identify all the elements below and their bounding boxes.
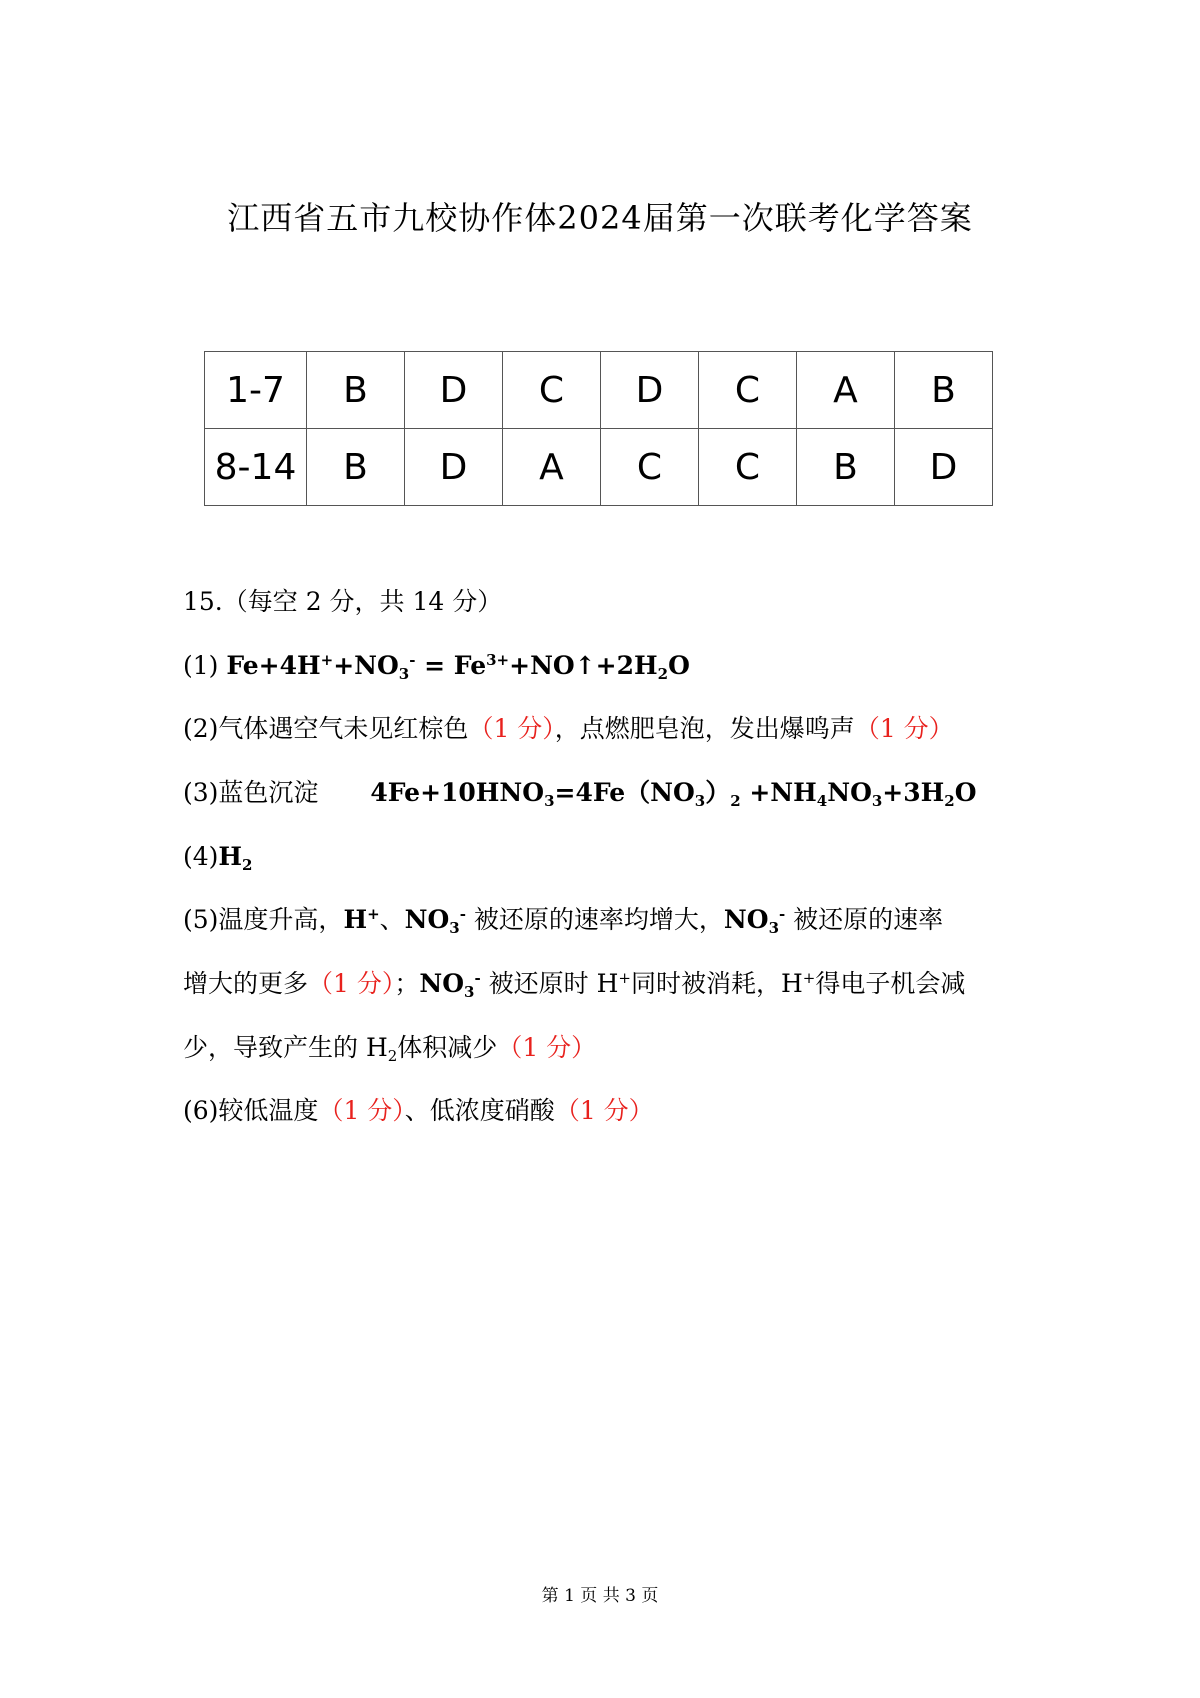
page-footer: 第 1 页 共 3 页 [541, 1586, 659, 1606]
chemical-equation: $4Fe+10HNO_3=4Fe(NO_3)_2 +NH_4NO_3+3H_2O$ [370, 778, 977, 810]
answer-cell: A [797, 352, 895, 429]
chemical-equation: $Fe+4H^++NO_3^-$ = $Fe^{3+}+NO↑+2H_2O$ [226, 651, 690, 683]
answer-range: 8-14 [205, 429, 307, 506]
score-note: （1 分） [554, 1096, 654, 1125]
chemical-formula: $H_2$ [218, 842, 253, 874]
answer-cell: C [503, 352, 601, 429]
answer-cell: D [895, 429, 993, 506]
answer-text: 蓝色沉淀 [218, 778, 319, 807]
answer-cell: B [797, 429, 895, 506]
answer-cell: D [405, 352, 503, 429]
score-note: （1 分） [497, 1033, 597, 1062]
answer-5-line-2: 增大的更多（1 分）；$NO_3^-$ 被还原时 H+同时被消耗，H+得电子机会减 [183, 969, 966, 1001]
answer-cell: B [307, 429, 405, 506]
score-note: （1 分） [318, 1096, 405, 1125]
answer-5-line-3: 少，导致产生的 $H_2$体积减少（1 分） [183, 1033, 597, 1065]
answer-cell: A [503, 429, 601, 506]
answer-text: ，点燃肥皂泡，发出爆鸣声 [554, 714, 855, 743]
answer-label: (4) [183, 842, 219, 871]
answer-cell: D [405, 429, 503, 506]
answer-6: (6)较低温度（1 分）、低浓度硝酸（1 分） [183, 1096, 654, 1125]
page-title: 江西省五市九校协作体2024届第一次联考化学答案 [227, 199, 973, 237]
answer-cell: B [895, 352, 993, 429]
answer-1 [183, 648, 690, 684]
answer-label: (6) [183, 1096, 219, 1125]
answer-label: (5) [183, 905, 219, 934]
answer-3 [183, 775, 976, 811]
answer-label: (1) [183, 651, 227, 680]
score-note: （1 分） [308, 969, 395, 998]
answer-2 [183, 711, 954, 747]
answer-table [204, 351, 993, 506]
answer-text: 气体遇空气未见红棕色 [218, 714, 469, 743]
answer-label: (2) [183, 714, 219, 743]
answer-row-8-14 [205, 429, 993, 506]
answer-cell: D [601, 352, 699, 429]
question-15-heading: 15.（每空 2 分，共 14 分） [183, 587, 503, 616]
answer-label: (3) [183, 778, 219, 807]
score-note: （1 分） [854, 714, 954, 743]
answer-range: 1-7 [205, 352, 307, 429]
answer-cell: C [601, 429, 699, 506]
answer-row-1-7 [205, 352, 993, 429]
answer-cell: B [307, 352, 405, 429]
answer-cell: C [699, 352, 797, 429]
answer-4 [183, 839, 252, 875]
answer-cell: C [699, 429, 797, 506]
score-note: （1 分） [468, 714, 555, 743]
answer-5-line-1: (5)温度升高，H+、$NO_3^-$ 被还原的速率均增大，$NO_3^-$ 被还原的速率 [183, 905, 944, 937]
